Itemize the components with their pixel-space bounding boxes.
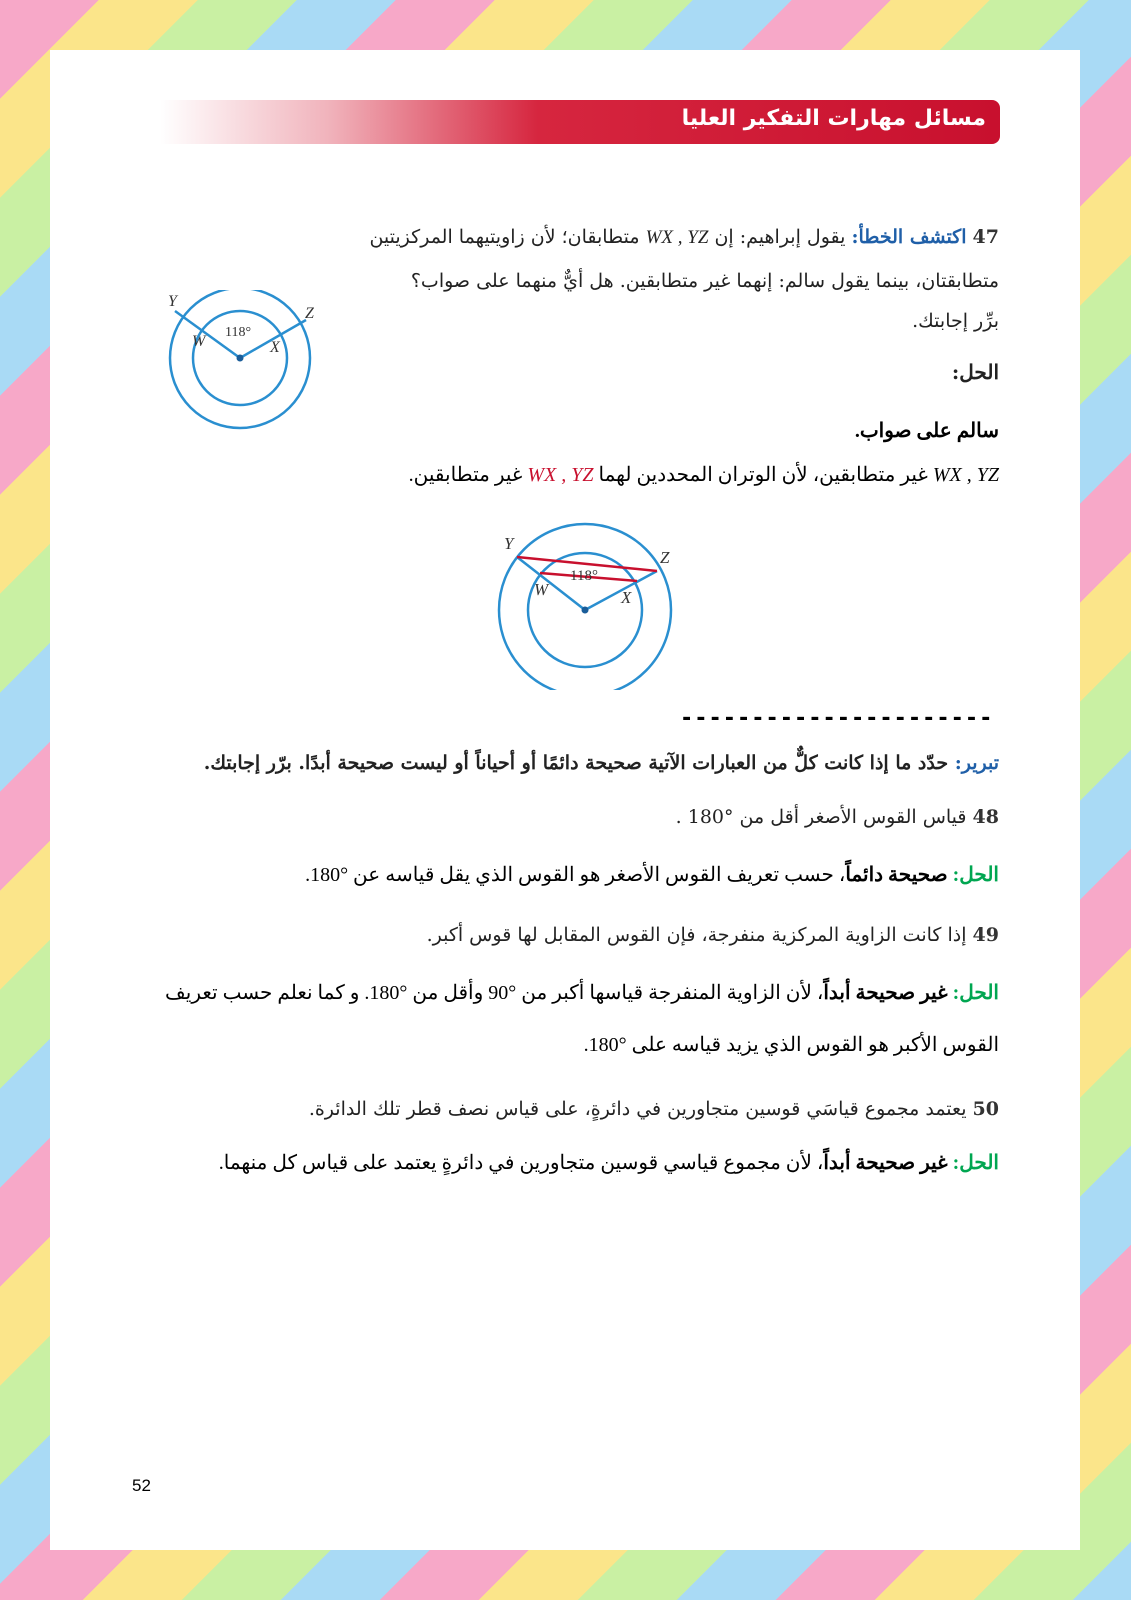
question-number: 48 <box>972 806 999 828</box>
q47-line3: برِّر إجابتك. <box>912 310 999 332</box>
label-y: Y <box>504 534 514 553</box>
q47-line2: متطابقتان، بينما يقول سالم: إنهما غير متطابقين. هل أيٌّ منهما على صواب؟ <box>410 270 999 292</box>
q48-text: قياس القوس الأصغر أقل من °180 . <box>675 806 967 828</box>
q47-explanation <box>299 462 999 487</box>
label-w: W <box>534 580 549 599</box>
q50-solution <box>149 1150 999 1175</box>
explanation: ، لأن مجموع قياسي قوسين متجاورين في دائرةٍ يعتمد على قياس كل منهما. <box>218 1152 824 1174</box>
find-error-label: اكتشف الخطأ: <box>851 226 967 248</box>
section-banner <box>160 100 1000 144</box>
center-point <box>237 355 244 362</box>
label-x: X <box>270 339 280 356</box>
solution-label: الحل: <box>952 864 999 886</box>
verdict: غير صحيحة أبداً <box>823 982 948 1004</box>
question-number: 49 <box>972 924 999 946</box>
solution-label: الحل: <box>952 982 999 1004</box>
explanation: ، حسب تعريف القوس الأصغر هو القوس الذي يقل قياسه عن °180. <box>305 864 846 886</box>
arcs-label: WX , YZ <box>932 464 999 486</box>
q47-answer: سالم على صواب. <box>854 420 999 442</box>
reasoning-label: تبرير: <box>954 752 999 774</box>
label-z: Z <box>660 548 670 567</box>
q48-solution <box>199 862 999 887</box>
q49-question <box>299 924 999 946</box>
label-w: W <box>192 333 206 350</box>
q47-text-start: يقول إبراهيم: إن <box>714 226 846 248</box>
q47-text-end: متطابقان؛ لأن زاويتيهما المركزيتين <box>369 226 640 248</box>
question-number: 47 <box>972 226 999 248</box>
angle-label: 118° <box>225 325 252 340</box>
q47-arcs: WX , YZ <box>645 227 709 248</box>
question-number: 50 <box>972 1098 999 1120</box>
page-number: 52 <box>132 1476 151 1495</box>
figure-concentric-circles-2 <box>490 515 690 690</box>
explain-end: غير متطابقين. <box>408 464 523 486</box>
divider: ---------------------- <box>680 706 994 731</box>
label-x: X <box>621 588 632 607</box>
q49-solution-line1 <box>149 980 999 1005</box>
verdict: غير صحيحة أبداً <box>823 1152 948 1174</box>
label-y: Y <box>168 293 177 310</box>
solution-label: الحل: <box>952 1152 999 1174</box>
label-z: Z <box>305 305 314 322</box>
explanation: ، لأن الزاوية المنفرجة قياسها أكبر من °90 وأقل من °180. و كما نعلم حسب تعريف <box>165 982 824 1004</box>
section-title: مسائل مهارات التفكير العليا <box>681 106 986 131</box>
q47-line1 <box>239 226 999 249</box>
q49-solution-line2: القوس الأكبر هو القوس الذي يزيد قياسه على °180. <box>583 1034 999 1056</box>
explain-mid: غير متطابقين، لأن الوتران المحددين لهما <box>598 464 928 486</box>
q50-question <box>199 1098 999 1120</box>
center-point <box>582 607 589 614</box>
figure-concentric-circles-1 <box>160 290 320 440</box>
q49-text: إذا كانت الزاوية المركزية منفرجة، فإن القوس المقابل لها قوس أكبر. <box>426 924 967 946</box>
angle-label: 118° <box>570 568 598 584</box>
chords-label: WX , YZ <box>527 464 594 486</box>
verdict: صحيحة دائماً <box>845 864 948 886</box>
q47-solution-label: الحل: <box>951 360 999 384</box>
reasoning-instruction <box>149 752 999 774</box>
reasoning-text: حدّد ما إذا كانت كلٌّ من العبارات الآتية صحيحة دائمًا أو أحياناً أو ليست صحيحة أبدًا. برّر إجابتك. <box>203 752 949 774</box>
q48-question <box>499 806 999 828</box>
q50-text: يعتمد مجموع قياسَي قوسين متجاورين في دائرةٍ، على قياس نصف قطر تلك الدائرة. <box>308 1098 967 1120</box>
